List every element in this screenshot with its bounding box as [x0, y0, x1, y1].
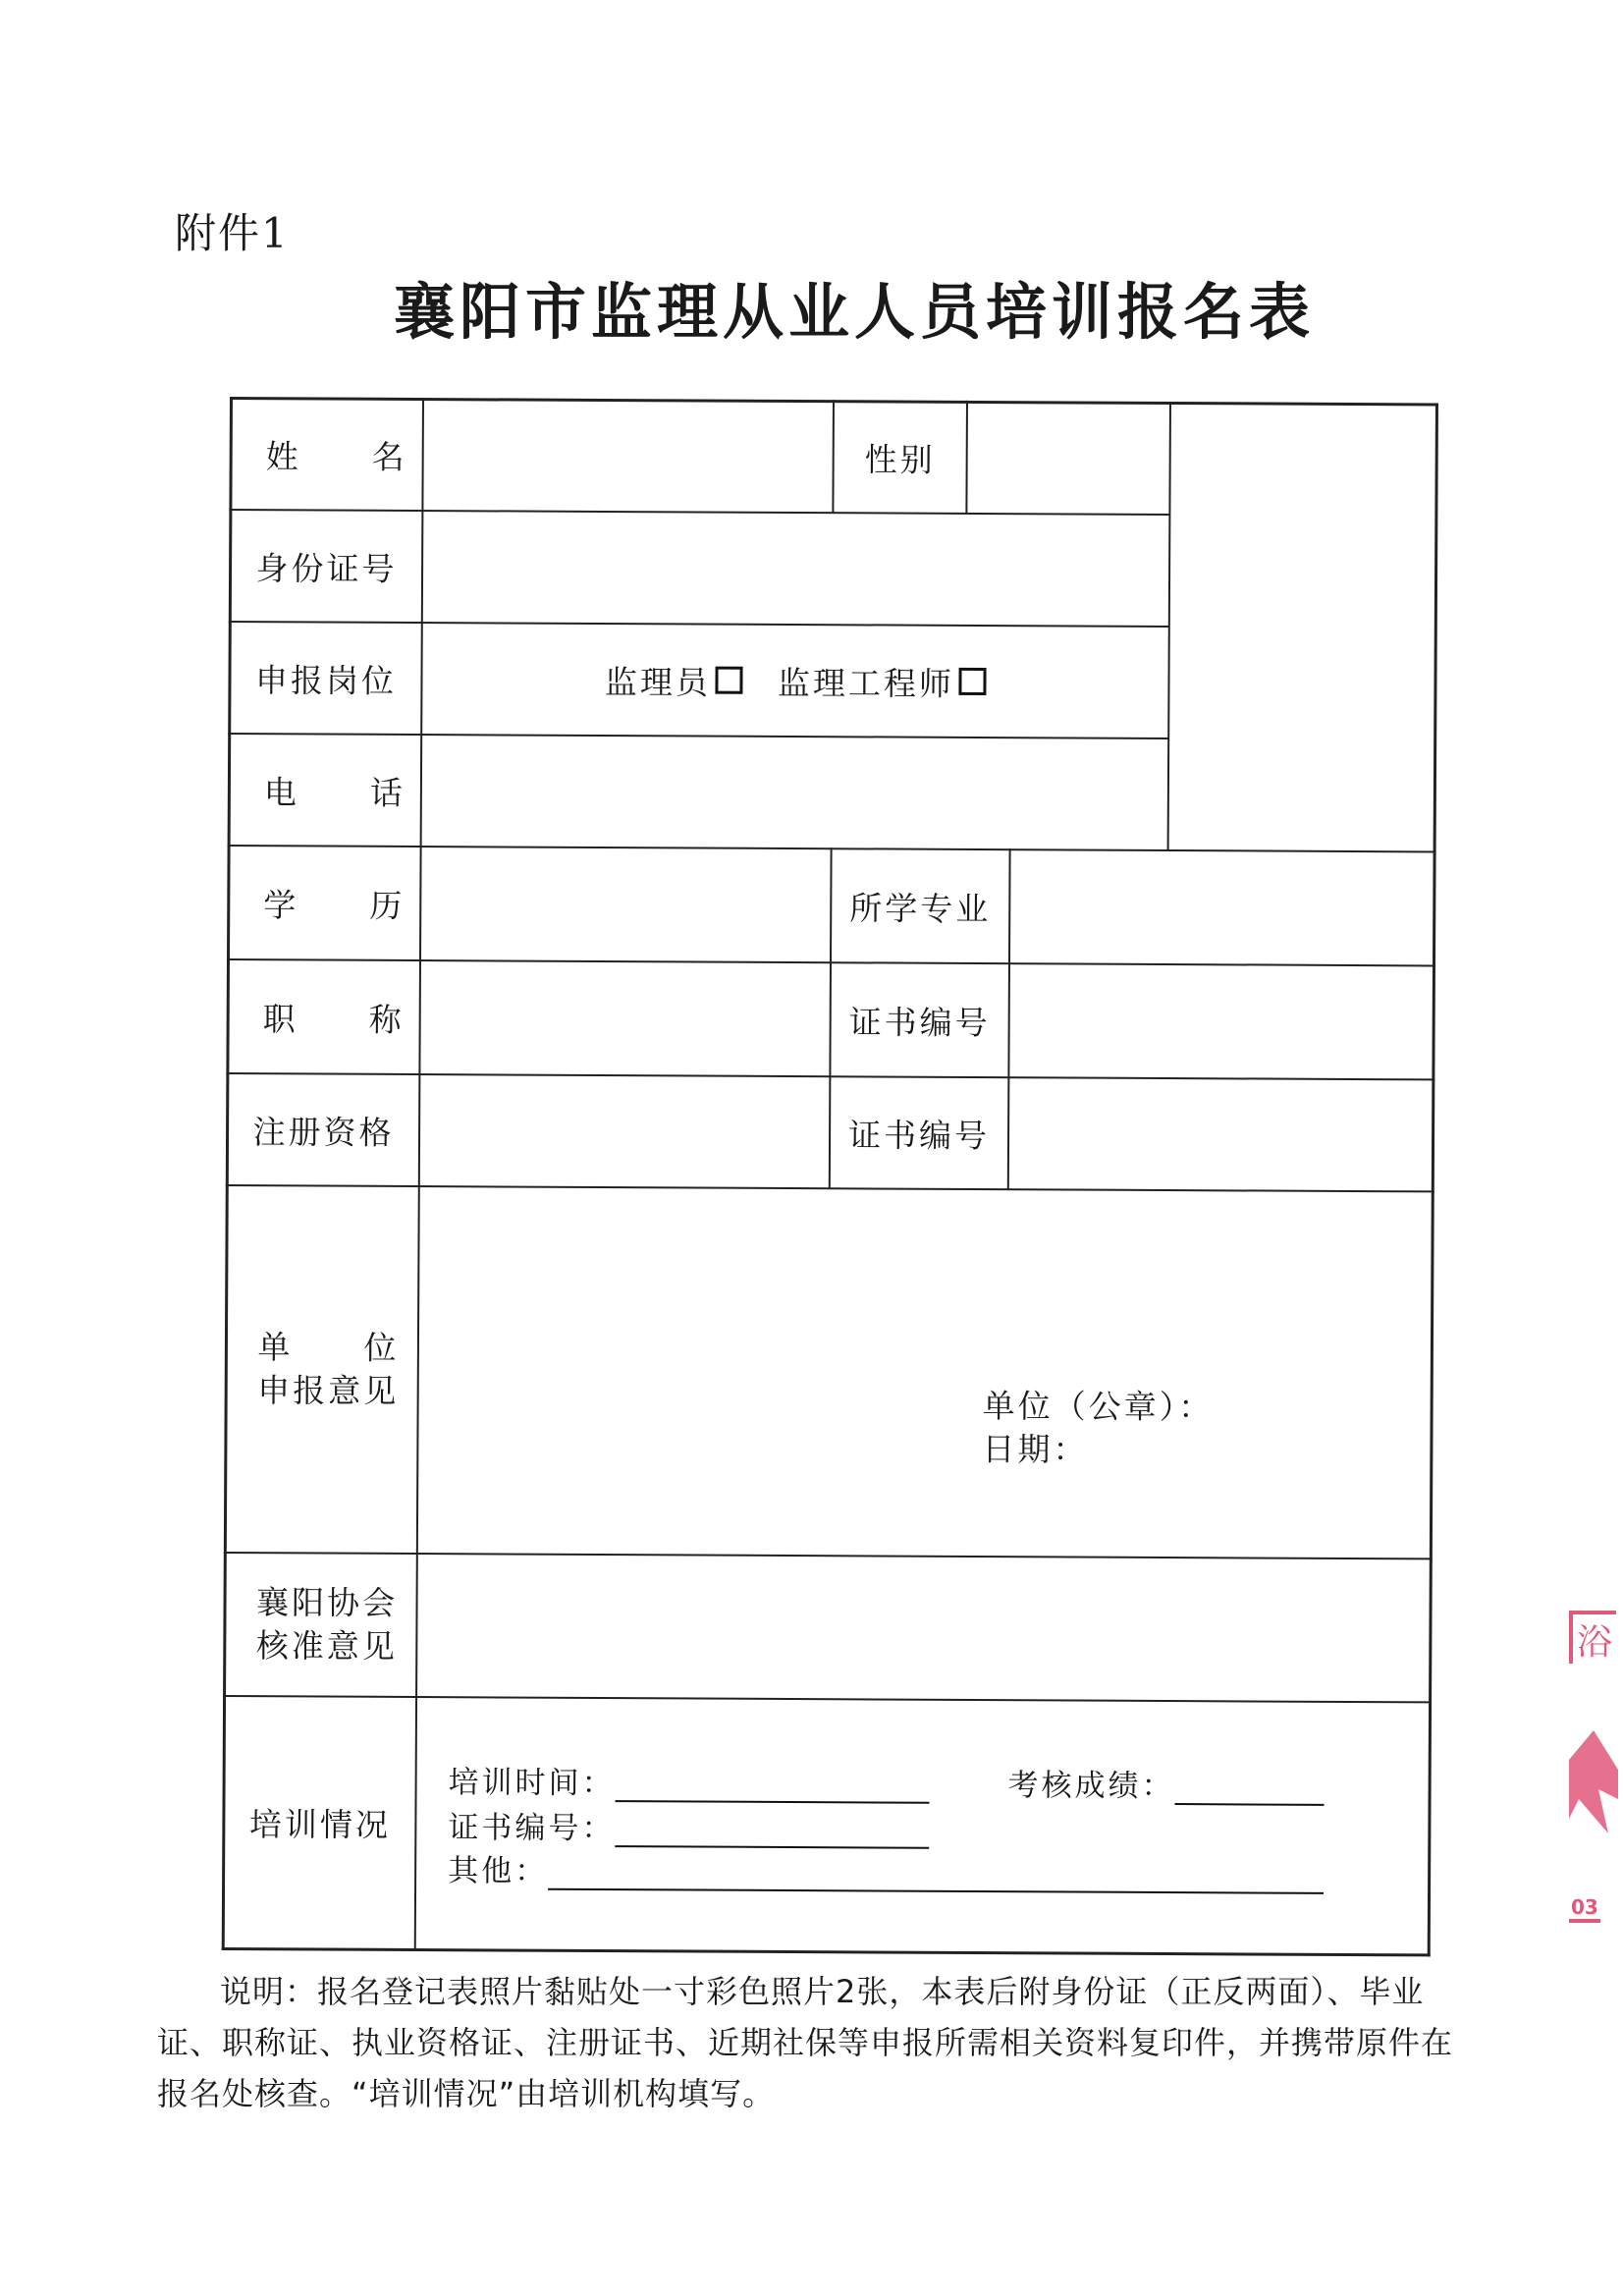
- name-field[interactable]: [423, 401, 833, 512]
- explanatory-note: 说明：报名登记表照片黏贴处一寸彩色照片2张，本表后附身份证（正反两面）、毕业证、职称证、执业资格证、注册证书、近期社保等申报所需相关资料复印件，并携带原件在报名处核查。“培训情况”由培训机构填写。: [157, 1973, 1454, 2112]
- education-field[interactable]: [421, 847, 831, 961]
- exam-score-row: [1008, 1760, 1325, 1806]
- id-number-label: 身份证号: [255, 548, 398, 588]
- gender-field[interactable]: [967, 404, 1169, 514]
- unit-opinion-label-line1: 单 位: [257, 1328, 400, 1367]
- checkbox-icon[interactable]: [958, 668, 986, 695]
- position-options: [422, 624, 1168, 738]
- title-cert-number-field[interactable]: [1009, 964, 1433, 1078]
- other-field[interactable]: [548, 1859, 1324, 1894]
- phone-label: 电 话: [263, 772, 406, 812]
- margin-stamp-number: 03: [1569, 1895, 1600, 1923]
- phone-field[interactable]: [422, 736, 1168, 849]
- title-cert-number-label: 证书编号: [848, 1002, 991, 1042]
- professional-title-label: 职 称: [262, 999, 405, 1039]
- position-option-label: 监理员: [604, 662, 712, 702]
- training-time-row: [449, 1757, 930, 1804]
- date-label: 日期：: [982, 1430, 1089, 1469]
- registration-form-table: [222, 397, 1438, 1956]
- id-number-field[interactable]: [423, 512, 1169, 626]
- association-opinion-label: [226, 1554, 416, 1696]
- position-option-engineer[interactable]: [778, 657, 986, 704]
- education-label: 学 历: [263, 885, 406, 925]
- gender-label: 性别: [864, 440, 936, 479]
- training-cert-number-label: 证书编号：: [448, 1810, 616, 1847]
- photo-area[interactable]: [1169, 405, 1435, 850]
- unit-seal-label: 单位（公章）：: [982, 1387, 1215, 1427]
- star-fragment-icon: [1569, 1730, 1618, 1838]
- unit-opinion-label: [227, 1186, 418, 1553]
- registration-cert-number-field[interactable]: [1009, 1078, 1433, 1190]
- page-title: 襄阳市监理从业人员培训报名表: [393, 276, 1315, 348]
- professional-title-field[interactable]: [420, 961, 830, 1075]
- registration-label: 注册资格: [252, 1112, 395, 1152]
- training-time-field[interactable]: [616, 1771, 930, 1804]
- exam-score-field[interactable]: [1175, 1774, 1325, 1806]
- training-time-label: 培训时间：: [448, 1765, 616, 1802]
- major-label: 所学专业: [849, 888, 992, 928]
- position-option-supervisor[interactable]: [605, 657, 742, 704]
- unit-opinion-label-line2: 申报意见: [257, 1371, 400, 1410]
- checkbox-icon[interactable]: [715, 667, 742, 694]
- major-field[interactable]: [1010, 850, 1434, 964]
- exam-score-label: 考核成绩：: [1007, 1768, 1175, 1805]
- training-cert-number-field[interactable]: [615, 1816, 929, 1849]
- registration-cert-number-label: 证书编号: [847, 1115, 991, 1155]
- registration-field[interactable]: [420, 1075, 830, 1187]
- other-label: 其他：: [448, 1853, 549, 1889]
- unit-opinion-field[interactable]: [418, 1187, 1432, 1558]
- association-opinion-label-line2: 核准意见: [255, 1626, 398, 1666]
- other-row: [448, 1845, 1324, 1894]
- attachment-label: 附件1: [175, 209, 290, 257]
- margin-stamp-star-icon: [1569, 1730, 1618, 1842]
- training-status-label: 培训情况: [248, 1805, 391, 1844]
- margin-stamp-glyph: 浴: [1569, 1611, 1616, 1664]
- position-option-label: 监理工程师: [777, 663, 955, 703]
- name-label: 姓 名: [265, 437, 407, 476]
- position-label: 申报岗位: [254, 660, 398, 700]
- training-cert-row: [448, 1802, 929, 1849]
- association-opinion-label-line1: 襄阳协会: [255, 1583, 399, 1622]
- association-opinion-field[interactable]: [417, 1555, 1430, 1701]
